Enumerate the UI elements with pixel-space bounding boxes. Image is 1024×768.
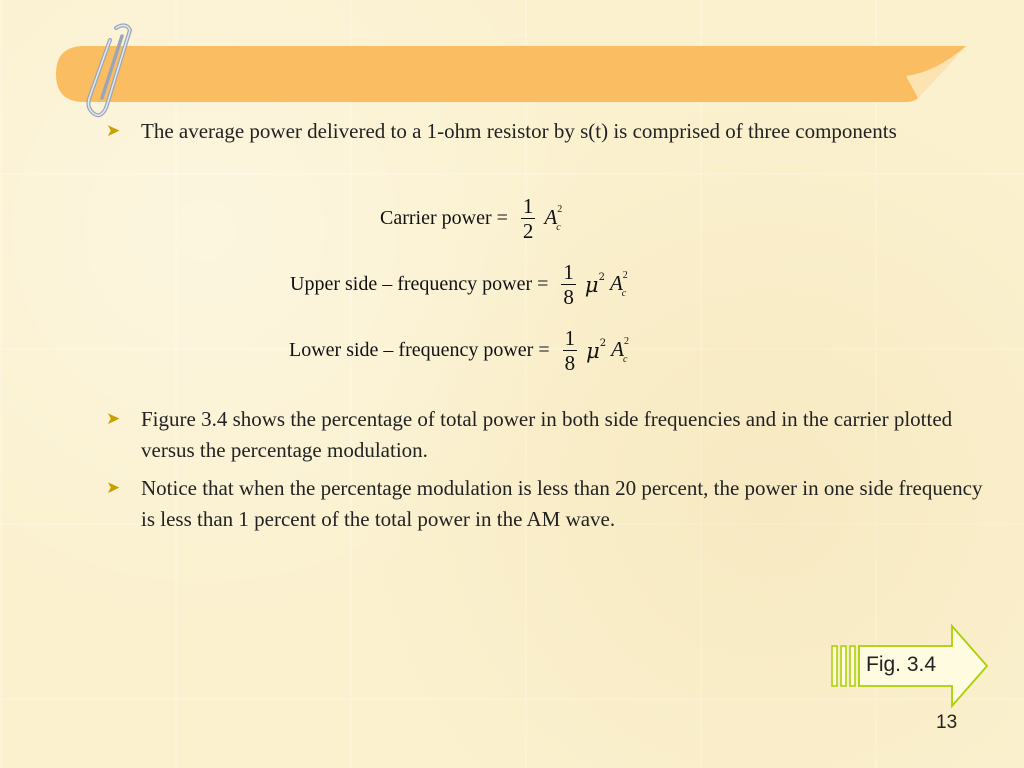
bullet-item [104,116,964,147]
equation-carrier-power [380,194,561,243]
arrow-bullet-icon: ➤ [106,121,121,141]
equation-label: Lower side – frequency power = [289,339,550,361]
bullet-text: The average power delivered to a 1-ohm resistor by s(t) is comprised of three components [141,119,897,143]
amplitude-variable: $A^2_c$ [611,336,629,365]
bullet-text: Notice that when the percentage modulation is less than 20 percent, the power in one side frequency is less than 1 percent of the total power in the AM wave. [141,476,983,531]
arrow-bullet-icon: ➤ [106,478,121,498]
modulation-index-variable: $\mu^2$ [584,272,605,297]
fraction: $\frac{1}{8}$ [564,326,576,375]
amplitude-variable: $A^2_c$ [609,270,628,299]
fraction: $\frac{1}{8}$ [563,260,574,309]
equation-lower-sideband-power [289,326,627,375]
page-number: 13 [936,712,958,733]
arrow-bullet-icon: ➤ [106,409,121,429]
fig-link-label[interactable]: Fig. 3.4 [866,653,937,676]
paperclip-icon [86,20,138,120]
bullet-text: Figure 3.4 shows the percentage of total power in both side frequencies and in the carrier plotted versus the percentage modulation. [141,407,953,462]
amplitude-variable: $A^2_c$ [544,204,563,233]
title-bar [56,46,966,102]
equation-upper-sideband-power [290,260,626,309]
equation-label: Upper side – frequency power = [290,273,549,295]
modulation-index-variable: $\mu^2$ [586,338,607,363]
bullet-item [104,473,1001,535]
bullet-item [104,404,1001,466]
fraction: $\frac{1}{2}$ [522,194,534,243]
equation-label: Carrier power = [380,207,508,229]
